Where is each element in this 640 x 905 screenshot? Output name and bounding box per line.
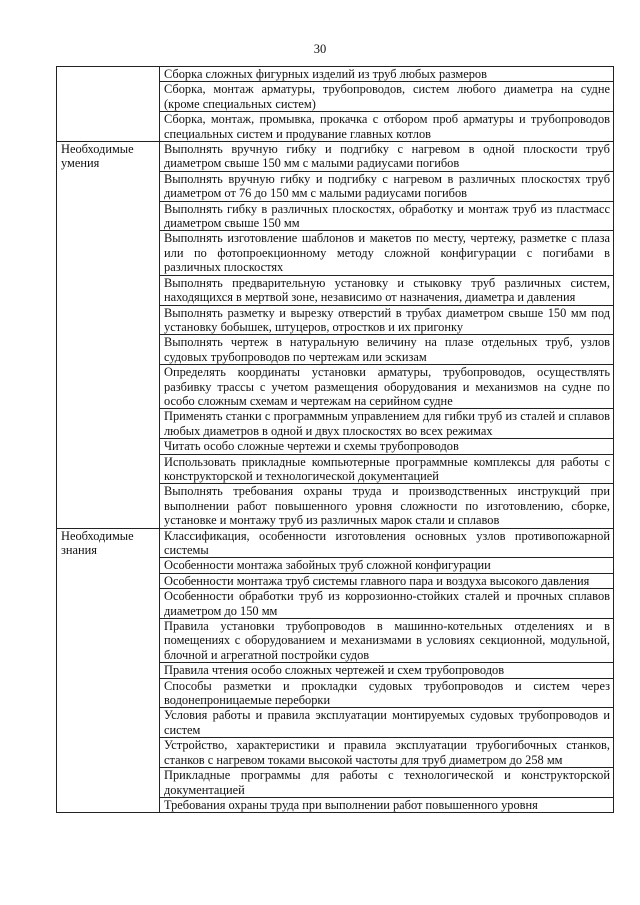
section-label: Необходимые знания [57, 528, 160, 813]
requirement-text: Особенности монтажа труб системы главного пара и воздуха высокого давления [160, 573, 614, 588]
requirement-text: Устройство, характеристики и правила эксплуатации трубогибочных станков, станков с нагревом токами высокой частоты для труб диаметром до 258 мм [160, 738, 614, 768]
requirement-text: Условия работы и правила эксплуатации монтируемых судовых трубопроводов и систем [160, 708, 614, 738]
requirement-text: Особенности обработки труб из коррозионно-стойких сталей и прочных сплавов диаметром до 150 мм [160, 589, 614, 619]
page-number: 30 [313, 42, 327, 56]
requirement-text: Выполнять гибку в различных плоскостях, обработку и монтаж труб из пластмасс диаметром свыше 150 мм [160, 201, 614, 231]
table-body [57, 67, 614, 813]
requirement-text: Выполнять разметку и вырезку отверстий в трубах диаметром свыше 150 мм под установку бобышек, штуцеров, отростков и их пригонку [160, 305, 614, 335]
requirement-text: Выполнять вручную гибку и подгибку с нагревом в различных плоскостях труб диаметром от 76 до 150 мм с малыми радиусами погибов [160, 171, 614, 201]
requirement-text: Способы разметки и прокладки судовых трубопроводов и систем через водонепроницаемые переборки [160, 678, 614, 708]
requirement-text: Выполнять предварительную установку и стыковку труб различных систем, находящихся в мертвой зоне, независимо от назначения, диаметра и давления [160, 275, 614, 305]
requirement-text: Применять станки с программным управлением для гибки труб из сталей и сплавов любых диаметров в одной и двух плоскостях во всех режимах [160, 409, 614, 439]
requirement-text: Особенности монтажа забойных труб сложной конфигурации [160, 558, 614, 573]
table-row [57, 528, 614, 558]
requirement-text: Прикладные программы для работы с технологической и конструкторской документацией [160, 768, 614, 798]
section-label [57, 67, 160, 142]
requirement-text: Правила установки трубопроводов в машинно-котельных отделениях и в помещениях с оборудованием и механизмами в условиях секционной, модульной, блочной и агрегатной постройки судов [160, 619, 614, 663]
requirement-text: Определять координаты установки арматуры, трубопроводов, осуществлять разбивку трассы с учетом размещения оборудования и механизмов на судне по особо сложным схемам и чертежам на серийном судне [160, 365, 614, 409]
requirement-text: Выполнять чертеж в натуральную величину на плазе отдельных труб, узлов судовых трубопроводов по чертежам или эскизам [160, 335, 614, 365]
requirement-text: Требования охраны труда при выполнении работ повышенного уровня [160, 797, 614, 812]
requirement-text: Выполнять изготовление шаблонов и макетов по месту, чертежу, разметке с плаза или по фотопроекционному методу сложной конфигурации с погибами в различных плоскостях [160, 231, 614, 275]
requirement-text: Сборка, монтаж арматуры, трубопроводов, систем любого диаметра на судне (кроме специальных систем) [160, 82, 614, 112]
requirement-text: Сборка, монтаж, промывка, прокачка с отбором проб арматуры и трубопроводов специальных систем и продувание главных котлов [160, 112, 614, 142]
requirement-text: Выполнять требования охраны труда и производственных инструкций при выполнении работ повышенного уровня сложности по изготовлению, сборке, установке и монтажу труб из различных марок стали и сплавов [160, 484, 614, 528]
requirement-text: Использовать прикладные компьютерные программные комплексы для работы с конструкторской и технологической документацией [160, 454, 614, 484]
requirement-text: Выполнять вручную гибку и подгибку с нагревом в одной плоскости труб диаметром свыше 150 мм с малыми радиусами погибов [160, 142, 614, 172]
requirement-text: Правила чтения особо сложных чертежей и схем трубопроводов [160, 663, 614, 678]
section-label: Необходимые умения [57, 142, 160, 529]
table-row [57, 67, 614, 82]
table-row [57, 142, 614, 172]
requirement-text: Читать особо сложные чертежи и схемы трубопроводов [160, 439, 614, 454]
competency-table [56, 66, 614, 813]
requirement-text: Сборка сложных фигурных изделий из труб любых размеров [160, 67, 614, 82]
requirement-text: Классификация, особенности изготовления основных узлов противопожарной системы [160, 528, 614, 558]
